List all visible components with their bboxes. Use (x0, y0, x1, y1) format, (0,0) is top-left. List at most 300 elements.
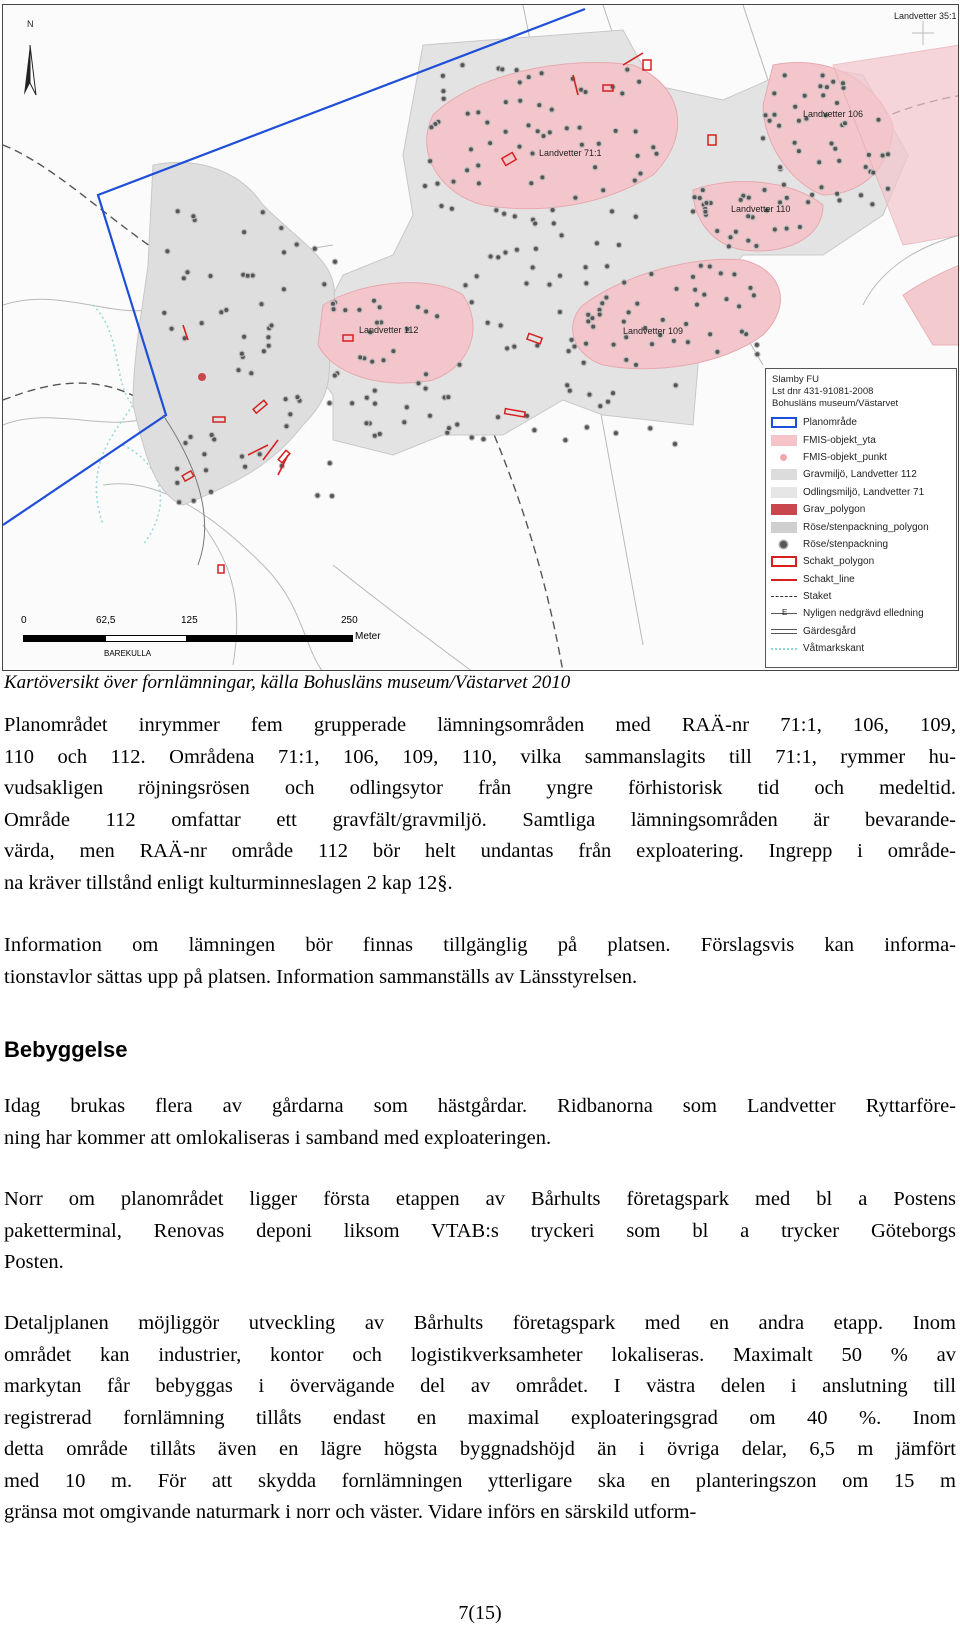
text-line: registrerad fornlämning tillåts endast en maximal exploateringsgrad om 40 %. Inom (4, 1406, 956, 1429)
cairn-dot (718, 271, 723, 276)
area-label-71: Landvetter 71:1 (539, 148, 602, 158)
cairn-dot (837, 198, 842, 203)
cairn-dot (624, 357, 629, 362)
legend-item (766, 605, 956, 622)
cairn-dot (613, 128, 618, 133)
cairn-dot (428, 159, 433, 164)
cairn-dot (564, 126, 569, 131)
cairn-dot (372, 401, 377, 406)
cairn-dot (880, 153, 885, 158)
legend-header-line: Lst dnr 431-91081-2008 (772, 386, 874, 397)
cairn-dot (468, 147, 473, 152)
cairn-dot (637, 79, 642, 84)
legend-swatch (771, 591, 797, 602)
text-line: värda, men RAÄ-nr område 112 bör helt undantas från exploatering. Ingrepp i områdе- (4, 840, 956, 862)
scale-tick-250: 250 (341, 615, 358, 626)
legend-item (766, 518, 956, 535)
legend-item (766, 623, 956, 640)
legend-swatch (771, 626, 797, 637)
legend-swatch (771, 487, 797, 498)
cairn-dot (209, 432, 214, 437)
cairn-dot (535, 129, 540, 134)
cairn-dot (746, 214, 751, 219)
legend-label: Röse/stenpackning_polygon (803, 521, 929, 533)
cairn-dot (476, 181, 481, 186)
cairn-dot (524, 281, 529, 286)
cairn-dot (503, 250, 508, 255)
cairn-dot (751, 293, 756, 298)
cairn-dot (693, 287, 698, 292)
cairn-dot (533, 246, 538, 251)
cairn-dot (739, 329, 744, 334)
cairn-dot (840, 81, 845, 86)
cairn-dot (802, 93, 807, 98)
cairn-dot (322, 282, 327, 287)
cairn-dot (837, 158, 842, 163)
cairn-dot (188, 434, 193, 439)
cairn-dot (633, 129, 638, 134)
cairn-dot (690, 274, 695, 279)
legend-item (766, 588, 956, 605)
cairn-dot (485, 320, 490, 325)
cairn-dot (563, 438, 568, 443)
cairn-dot (441, 96, 446, 101)
cairn-dot (715, 349, 720, 354)
cairn-dot (690, 209, 695, 214)
cairn-dot (584, 281, 589, 286)
cairn-dot (707, 264, 712, 269)
cairn-dot (530, 265, 535, 270)
legend-item (766, 484, 956, 501)
legend-swatch (771, 643, 797, 654)
cairn-dot (315, 493, 320, 498)
cairn-dot (724, 297, 729, 302)
cairn-dot (834, 100, 839, 105)
cairn-dot (416, 381, 421, 386)
cairn-dot (526, 123, 531, 128)
cairn-dot (590, 316, 595, 321)
cairn-dot (460, 63, 465, 68)
cairn-dot (181, 276, 186, 281)
cairn-dot (597, 312, 602, 317)
cairn-dot (557, 309, 562, 314)
cairn-dot (533, 221, 538, 226)
cairn-dot (573, 195, 578, 200)
cairn-dot (381, 358, 386, 363)
cairn-dot (372, 388, 377, 393)
cairn-dot (858, 193, 863, 198)
cairn-dot (572, 344, 577, 349)
cairn-dot (242, 334, 247, 339)
cairn-dot (284, 424, 289, 429)
cairn-dot (446, 426, 451, 431)
cairn-dot (577, 125, 582, 130)
legend-header-line: Bohusläns museum/Västarvet (772, 398, 899, 409)
gravmiljo-area (133, 162, 335, 505)
legend-label: Röse/stenpackning (803, 538, 889, 550)
cairn-dot (649, 342, 654, 347)
cairn-dot (526, 75, 531, 80)
cairn-dot (596, 141, 601, 146)
scale-tick-62: 62,5 (96, 615, 116, 626)
cairn-dot (208, 489, 213, 494)
cairn-dot (777, 123, 782, 128)
cairn-dot (288, 412, 293, 417)
cairn-dot (579, 142, 584, 147)
cairn-dot (283, 397, 288, 402)
cairn-dot (692, 195, 697, 200)
cairn-dot (514, 68, 519, 73)
cairn-dot (279, 225, 284, 230)
cairn-dot (598, 404, 603, 409)
text-line: Information om lämningen bör finnas tillgänglig på platsen. Förslagsvis kan informa- (4, 934, 956, 956)
cairn-dot (537, 103, 542, 108)
legend-item (766, 431, 956, 448)
cairn-dot (494, 208, 499, 213)
cairn-dot (219, 310, 224, 315)
cairn-dot (208, 273, 213, 278)
cairn-dot (514, 247, 519, 252)
cairn-dot (488, 141, 493, 146)
cairn-dot (842, 121, 847, 126)
page-number: 7(15) (458, 1602, 502, 1624)
cairn-dot (778, 165, 783, 170)
cairn-dot (518, 98, 523, 103)
cairn-dot (754, 243, 759, 248)
cairn-dot (831, 79, 836, 84)
cairn-dot (651, 145, 656, 150)
cairn-dot (566, 349, 571, 354)
cairn-dot (175, 466, 180, 471)
legend-swatch (771, 435, 797, 446)
cairn-dot (584, 425, 589, 430)
cairn-dot (185, 270, 190, 275)
cairn-dot (488, 254, 493, 259)
cairn-dot (481, 437, 486, 442)
legend-header-line: Slamby FU (772, 374, 819, 385)
cairn-dot (610, 391, 615, 396)
cairn-dot (465, 168, 470, 173)
legend-item (766, 501, 956, 518)
cairn-dot (257, 452, 262, 457)
legend-label: Staket (803, 591, 832, 603)
cairn-dot (502, 211, 507, 216)
text-line: Område 112 omfattar ett gravfält/gravmiljö. Samtliga lämningsområden är bevarande- (4, 808, 956, 831)
cairn-dot (239, 454, 244, 459)
legend-swatch (771, 522, 797, 533)
heritage-map (2, 4, 959, 671)
legend-item (766, 414, 956, 431)
legend-label: Schakt_polygon (803, 556, 875, 568)
cairn-dot (505, 346, 510, 351)
cairn-dot (835, 191, 840, 196)
cairn-dot (763, 113, 768, 118)
cairn-dot (404, 405, 409, 410)
cairn-dot (728, 235, 733, 240)
cairn-dot (364, 421, 369, 426)
paragraph-3 (4, 1091, 956, 1154)
scale-unit: Meter (355, 631, 381, 642)
text-line: området kan industrier, kontor och logistikverksamheter lokaliseras. Maximalt 50 % av (4, 1343, 956, 1366)
cairn-dot (281, 287, 286, 292)
cairn-dot (784, 195, 789, 200)
cairn-dot (569, 337, 574, 342)
legend-swatch (771, 574, 797, 585)
section-heading: Bebyggelse (4, 1037, 128, 1062)
text-line: Idag brukas flera av gårdarna som hästgårdar. Ridbanorna som Landvetter Ryttarföre- (4, 1095, 956, 1117)
cairn-dot (169, 326, 174, 331)
cairn-dot (294, 242, 299, 247)
cairn-dot (611, 342, 616, 347)
cairn-dot (649, 271, 654, 276)
cairn-dot (819, 185, 824, 190)
cairn-dot (605, 399, 610, 404)
cairn-dot (423, 386, 428, 391)
cairn-dot (202, 452, 207, 457)
cairn-dot (567, 388, 572, 393)
cairn-dot (441, 89, 446, 94)
cairn-dot (532, 428, 537, 433)
cairn-dot (583, 89, 588, 94)
cairn-dot (550, 207, 555, 212)
cairn-dot (281, 250, 286, 255)
cairn-dot (330, 301, 335, 306)
cairn-dot (191, 498, 196, 503)
cairn-dot (175, 209, 180, 214)
cairn-dot (364, 395, 369, 400)
cairn-dot (797, 224, 802, 229)
cairn-dot (616, 242, 621, 247)
cairn-dot (760, 136, 765, 141)
cairn-dot (455, 422, 460, 427)
cairn-dot (635, 301, 640, 306)
cairn-dot (371, 298, 376, 303)
map-caption: Kartöversikt över fornlämningar, källa Bohusläns museum/Västarvet 2010 (4, 672, 571, 693)
cairn-dot (440, 73, 445, 78)
cairn-dot (266, 343, 271, 348)
cairn-dot (350, 401, 355, 406)
cairn-dot (422, 183, 427, 188)
cairn-dot (175, 480, 180, 485)
cairn-dot (427, 413, 432, 418)
text-line: med 10 m. För att skydda fornlämningen ytterligare ska en planteringszon om 15 m (4, 1469, 956, 1492)
cairn-dot (626, 310, 631, 315)
cairn-dot (529, 181, 534, 186)
text-line: ning har kommer att omlokaliseras i samband med exploateringen. (4, 1126, 552, 1149)
cairn-dot (746, 195, 751, 200)
grave-polygon (198, 373, 206, 381)
cairn-dot (469, 435, 474, 440)
cairn-dot (331, 307, 336, 312)
cairn-dot (673, 383, 678, 388)
cairn-dot (541, 133, 546, 138)
cairn-dot (796, 118, 801, 123)
text-line: paketterminal, Renovas deponi liksom VTAB:s tryckeri som bl a trycker Göteborgs (4, 1219, 956, 1242)
cairn-dot (762, 187, 767, 192)
cairn-dot (512, 214, 517, 219)
cairn-dot (557, 273, 562, 278)
legend-label: Grav_polygon (803, 504, 866, 516)
cairn-dot (704, 200, 709, 205)
cairn-dot (449, 206, 454, 211)
text-line: Planområdet inrymmer fem grupperade lämningsområden med RAÄ-nr 71:1, 106, 109, (4, 714, 956, 736)
cairn-dot (732, 272, 737, 277)
cairn-dot (871, 170, 876, 175)
cairn-dot (547, 130, 552, 135)
cairn-dot (269, 323, 274, 328)
cairn-dot (820, 73, 825, 78)
text-line: markytan får bebyggas i övervägande del av området. I västra delen i anslutning till (4, 1375, 956, 1397)
cairn-dot (261, 349, 266, 354)
cairn-dot (726, 244, 731, 249)
cairn-dot (429, 125, 434, 130)
cairn-dot (259, 302, 264, 307)
legend-item (766, 571, 956, 588)
cairn-dot (551, 221, 556, 226)
cairn-dot (593, 165, 598, 170)
cairn-dot (715, 228, 720, 233)
legend-item (766, 536, 956, 553)
cairn-dot (694, 302, 699, 307)
cairn-dot (512, 344, 517, 349)
legend-item (766, 449, 956, 466)
cairn-dot (243, 464, 248, 469)
legend-swatch (771, 539, 797, 550)
cairn-dot (754, 342, 759, 347)
cairn-dot (199, 321, 204, 326)
cairn-dot (457, 362, 462, 367)
cairn-dot (817, 160, 822, 165)
cairn-dot (594, 241, 599, 246)
cairn-dot (162, 310, 167, 315)
cairn-dot (609, 209, 614, 214)
cairn-dot (463, 283, 468, 288)
cairn-dot (772, 91, 777, 96)
cairn-dot (767, 118, 772, 123)
paragraph-4 (4, 1184, 956, 1279)
cairn-dot (503, 129, 508, 134)
cairn-dot (495, 415, 500, 420)
cairn-dot (863, 164, 868, 169)
cairn-dot (332, 373, 337, 378)
cairn-dot (423, 372, 428, 377)
cairn-dot (635, 153, 640, 158)
cairn-dot (547, 282, 552, 287)
legend-swatch (771, 417, 797, 428)
area-label-112: Landvetter 112 (359, 325, 419, 335)
scale-segment-2 (105, 635, 187, 642)
cairn-dot (654, 151, 659, 156)
cairn-dot (613, 431, 618, 436)
cairn-dot (332, 259, 337, 264)
legend-label: Schakt_line (803, 573, 855, 585)
legend-item (766, 553, 956, 570)
cairn-dot (632, 178, 637, 183)
cairn-dot (469, 300, 474, 305)
cairn-dot (402, 420, 407, 425)
cairn-dot (435, 181, 440, 186)
cairn-dot (702, 292, 707, 297)
cairn-dot (203, 468, 208, 473)
place-label: BAREKULLA (104, 649, 152, 658)
cairn-dot (391, 349, 396, 354)
cairn-dot (781, 182, 786, 187)
cairn-dot (818, 84, 823, 89)
paragraph-2 (4, 930, 956, 993)
cairn-dot (424, 309, 429, 314)
cairn-dot (343, 308, 348, 313)
cairn-dot (474, 274, 479, 279)
cairn-dot (600, 301, 605, 306)
cairn-dot (708, 332, 713, 337)
cairn-dot (503, 100, 508, 105)
cairn-dot (530, 151, 535, 156)
cairn-dot (583, 265, 588, 270)
cairn-dot (451, 179, 456, 184)
cairn-dot (249, 371, 254, 376)
legend-item (766, 466, 956, 483)
cairn-dot (239, 351, 244, 356)
map-legend (765, 368, 957, 668)
text-line: Norr om planområdet ligger första etappen av Bårhults företagspark med bl a Postens (4, 1188, 956, 1210)
legend-header (766, 369, 956, 410)
cairn-dot (329, 493, 334, 498)
cairn-dot (810, 192, 815, 197)
cairn-dot (601, 188, 606, 193)
cairn-dot (621, 319, 626, 324)
cairn-dot (829, 141, 834, 146)
cairn-dot (755, 352, 760, 357)
scale-tick-125: 125 (181, 615, 198, 626)
cairn-dot (684, 321, 689, 326)
legend-item (766, 640, 956, 657)
legend-label: Gärdesgård (803, 625, 856, 637)
cairn-dot (476, 110, 481, 115)
cairn-dot (746, 238, 751, 243)
cairn-dot (784, 226, 789, 231)
cairn-dot (833, 146, 838, 151)
paragraph-1 (4, 710, 956, 899)
cairn-dot (782, 73, 787, 78)
cairn-dot (498, 323, 503, 328)
cairn-dot (327, 461, 332, 466)
cairn-dot (165, 249, 170, 254)
legend-swatch (771, 469, 797, 480)
cairn-dot (591, 324, 596, 329)
text-line: Posten. (4, 1251, 64, 1273)
cairn-dot (772, 112, 777, 117)
text-line: tionstavlor sättas upp på platsen. Information sammanställs av Länsstyrelsen. (4, 965, 638, 988)
cairn-dot (604, 295, 609, 300)
cairn-dot (733, 229, 738, 234)
area-label-106: Landvetter 106 (803, 109, 864, 119)
cairn-dot (821, 93, 826, 98)
cairn-dot (377, 431, 382, 436)
cairn-dot (876, 117, 881, 122)
cairn-dot (377, 305, 382, 310)
cairn-dot (738, 197, 743, 202)
cairn-dot (633, 214, 638, 219)
cairn-dot (358, 355, 363, 360)
cairn-dot (793, 104, 798, 109)
cairn-dot (260, 210, 265, 215)
area-label-110: Landvetter 110 (731, 204, 791, 214)
text-line: Detaljplanen möjliggör utveckling av Bårhults företagspark med en andra etapp. Inom (4, 1312, 956, 1334)
legend-label: Nyligen nedgrävd elledning (803, 608, 924, 620)
cairn-dot (559, 233, 564, 238)
scale-tick-0: 0 (21, 615, 27, 626)
text-line: 110 och 112. Områdena 71:1, 106, 109, 110, vilka sammanslagits till 71:1, rymmer hu- (4, 745, 956, 768)
